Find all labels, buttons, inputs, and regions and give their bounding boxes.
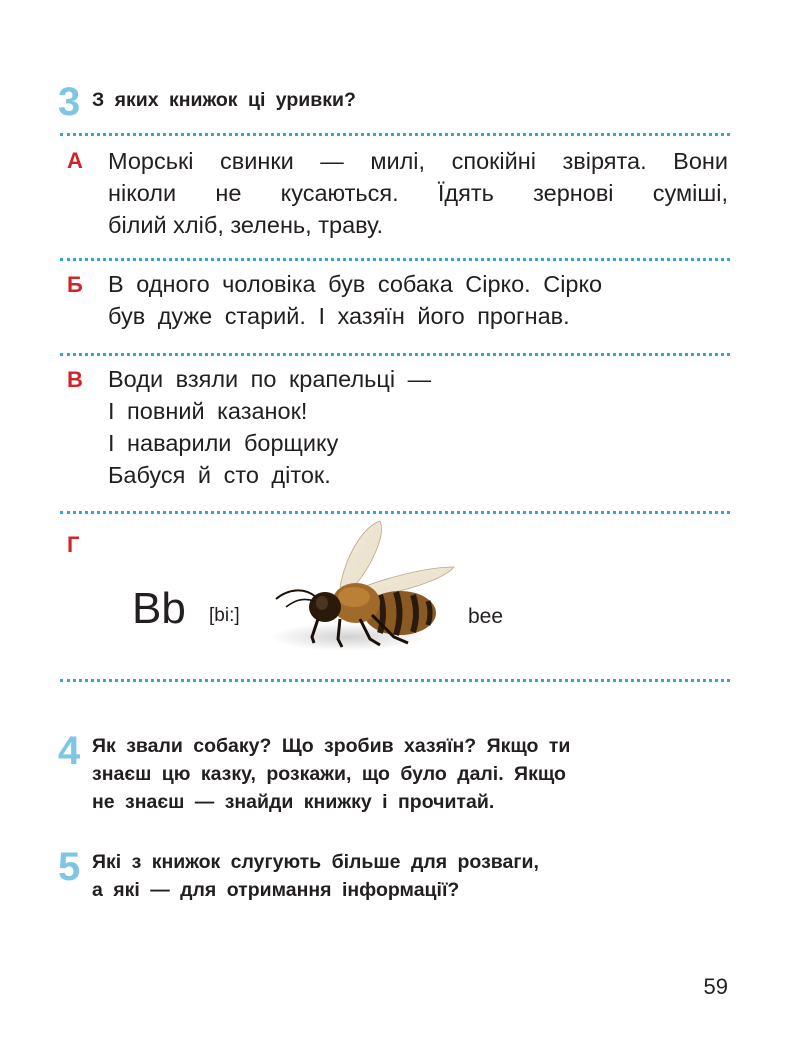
task-4-line: знаєш цю казку, розкажи, що було далі. Якщо	[92, 763, 566, 785]
excerpt-a-letter: А	[67, 148, 83, 173]
task-3-question: З яких книжок ці уривки?	[92, 89, 356, 111]
task-4-text	[92, 732, 570, 816]
divider	[60, 679, 730, 682]
divider	[60, 258, 730, 261]
task-4-number: 4	[58, 729, 81, 773]
bee-photo	[268, 515, 458, 655]
poem-line: Води взяли по крапельці —	[108, 366, 432, 392]
excerpt-c-text	[108, 363, 431, 491]
excerpt-b-line: В одного чоловіка був собака Сірко. Сірко	[108, 271, 603, 297]
excerpt-a-line: ніколи не кусаються. Їдять зернові суміші,	[108, 180, 728, 206]
english-word: bee	[468, 605, 504, 628]
task-5-text	[92, 848, 539, 904]
task-4-line: Як звали собаку? Що зробив хазяїн? Якщо ти	[92, 735, 571, 757]
excerpt-a-line: Морські свинки — милі, спокійні звірята. Вони	[108, 148, 728, 174]
divider	[60, 353, 730, 356]
excerpt-a-text	[108, 145, 728, 241]
excerpt-b-letter: Б	[67, 272, 83, 297]
excerpt-b-line: був дуже старий. І хазяїн його прогнав.	[108, 303, 570, 329]
poem-line: І повний казанок!	[108, 398, 308, 424]
task-5-line: а які — для отримання інформації?	[92, 879, 460, 901]
big-letters-bb: Bb	[132, 584, 186, 633]
task-5-number: 5	[58, 845, 81, 889]
task-4-line: не знаєш — знайди книжку і прочитай.	[92, 791, 495, 813]
task-5-line: Які з книжок слугують більше для розваги,	[92, 851, 539, 873]
excerpt-d-letter: Г	[67, 532, 80, 557]
divider	[60, 133, 730, 136]
poem-line: Бабуся й сто діток.	[108, 462, 331, 488]
excerpt-b-text	[108, 268, 602, 332]
page-number: 59	[703, 974, 728, 999]
transcription: [bi:]	[209, 605, 240, 626]
poem-line: І наварили борщику	[108, 430, 339, 456]
excerpt-a-line: білий хліб, зелень, траву.	[108, 212, 384, 238]
divider	[60, 511, 730, 514]
task-3-number: 3	[58, 80, 81, 124]
excerpt-c-letter: В	[67, 367, 83, 392]
